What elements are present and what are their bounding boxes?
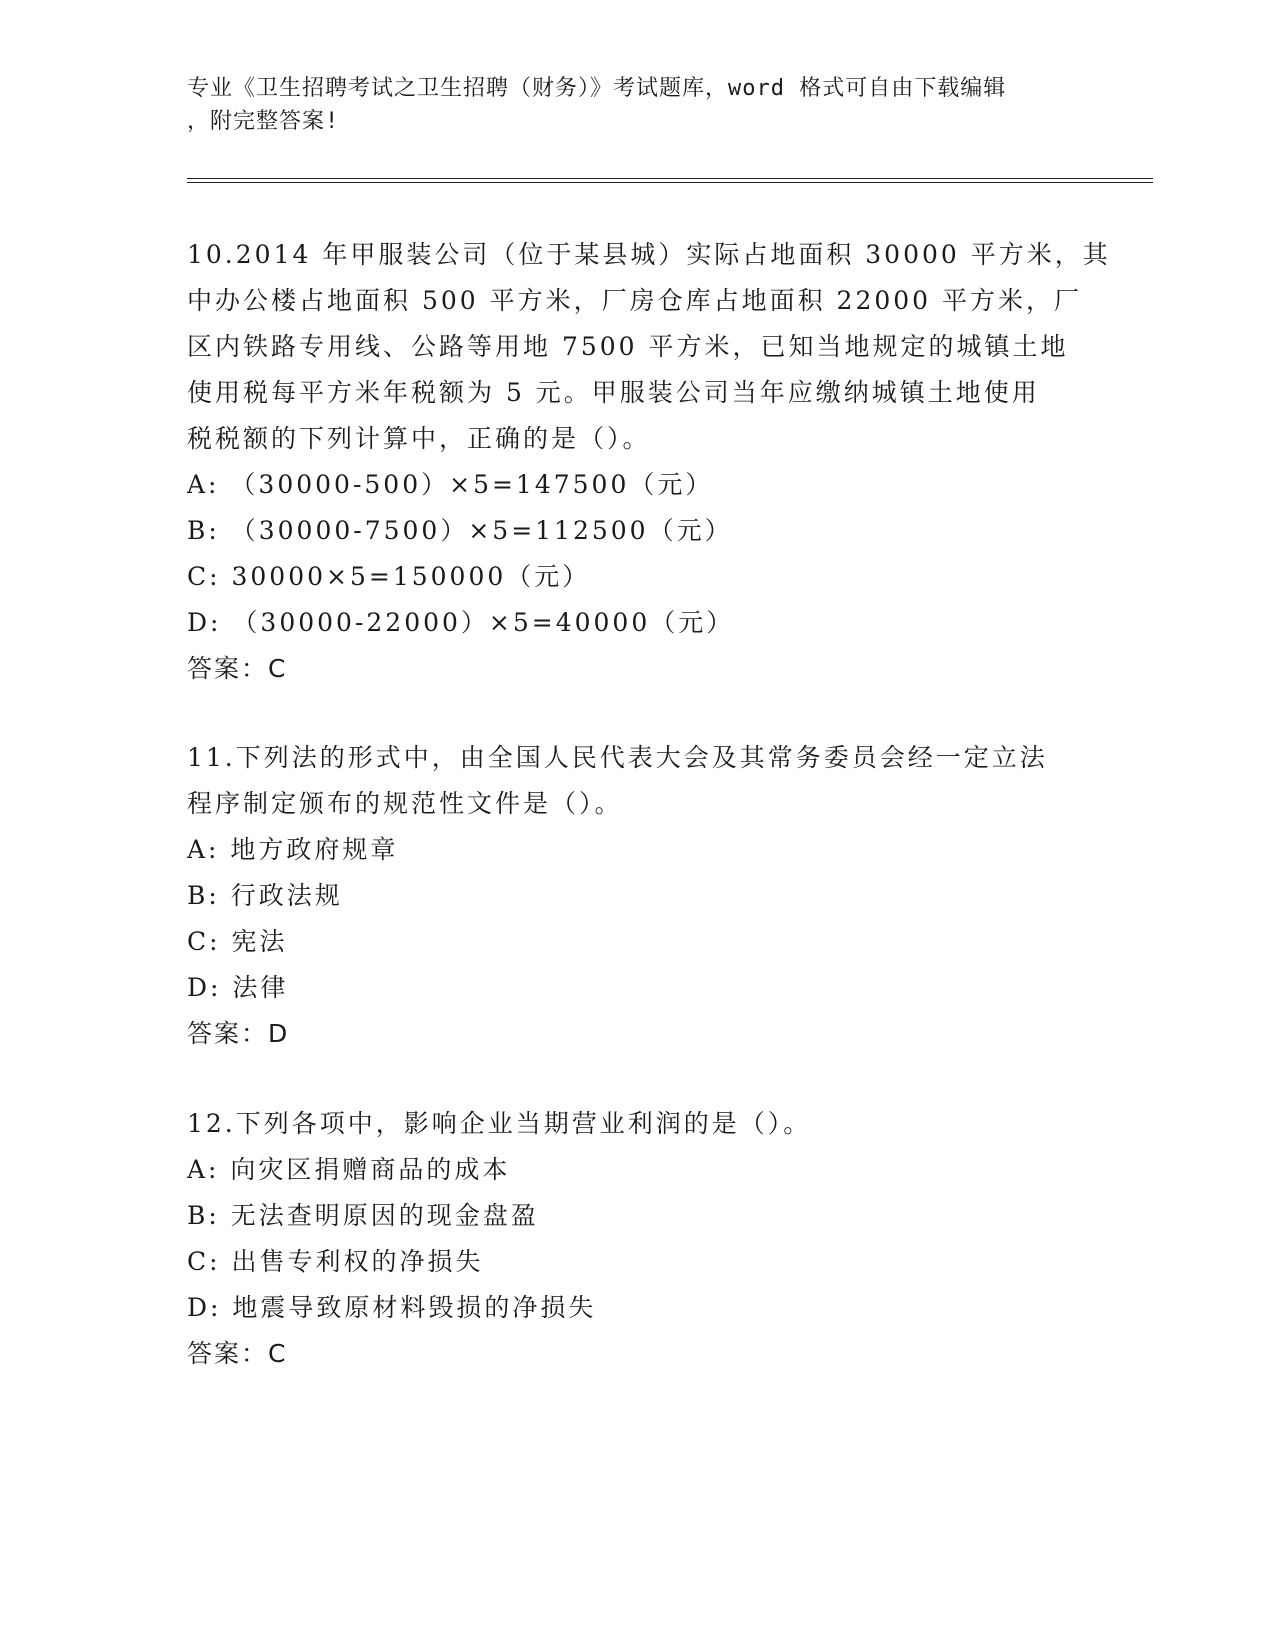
option-c: C: 30000×5=150000（元） (187, 562, 591, 591)
question-stem-line: 中办公楼占地面积 500 平方米，厂房仓库占地面积 22000 平方米，厂 (187, 286, 1083, 315)
question-stem-line: 税税额的下列计算中，正确的是（）。 (187, 424, 651, 453)
option-c: C: 出售专利权的净损失 (187, 1247, 484, 1276)
option-b: B: 无法查明原因的现金盘盈 (187, 1201, 539, 1230)
question-stem-line: 10.2014 年甲服装公司（位于某县城）实际占地面积 30000 平方米，其 (187, 240, 1111, 269)
answer: 答案：C (187, 1339, 288, 1368)
option-d: D: 地震导致原材料毁损的净损失 (187, 1293, 597, 1322)
option-a: A: （30000-500）×5=147500（元） (187, 470, 714, 499)
option-b: B: 行政法规 (187, 881, 343, 910)
question-stem-line: 程序制定颁布的规范性文件是（）。 (187, 789, 623, 818)
option-d: D: 法律 (187, 973, 289, 1002)
header-divider (187, 178, 1153, 183)
option-d: D: （30000-22000）×5=40000（元） (187, 608, 735, 637)
option-a: A: 向灾区捐赠商品的成本 (187, 1155, 511, 1184)
question-stem-line: 使用税每平方米年税额为 5 元。甲服装公司当年应缴纳城镇土地使用 (187, 378, 1040, 407)
option-a: A: 地方政府规章 (187, 835, 399, 864)
answer: 答案：C (187, 654, 288, 683)
question-10 (187, 232, 1111, 692)
question-stem-line: 11.下列法的形式中，由全国人民代表大会及其常务委员会经一定立法 (187, 743, 1048, 772)
answer: 答案：D (187, 1019, 290, 1048)
question-12 (187, 1101, 1087, 1377)
option-c: C: 宪法 (187, 927, 288, 956)
option-b: B: （30000-7500）×5=112500（元） (187, 516, 733, 545)
header-line-2: ，附完整答案! (187, 109, 340, 134)
question-stem-line: 区内铁路专用线、公路等用地 7500 平方米，已知当地规定的城镇土地 (187, 332, 1069, 361)
document-header (187, 72, 1087, 138)
header-line-1: 专业《卫生招聘考试之卫生招聘（财务）》考试题库，word 格式可自由下载编辑 (187, 76, 1007, 101)
question-stem-line: 12.下列各项中，影响企业当期营业利润的是（）。 (187, 1109, 812, 1138)
question-11 (187, 735, 1087, 1057)
